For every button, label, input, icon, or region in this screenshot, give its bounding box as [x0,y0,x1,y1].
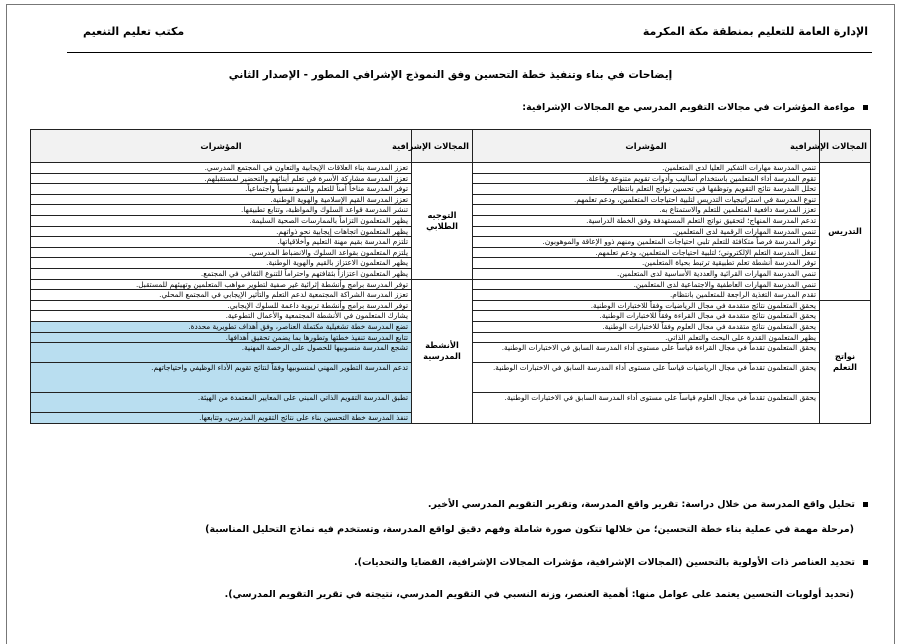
bullet-icon [863,560,868,565]
indicator-cell: توفر المدرسة برامج وأنشطة إثرائية غير صفية لتطوير مواهب المتعلمين وتهيئهم للمستقبل. [31,279,412,290]
indicator-cell: يحقق المتعلمون نتائج متقدمة في مجال العلوم وفقاً للاختبارات الوطنية. [473,321,820,332]
indicator-cell: توفر المدرسة مناخاً آمناً للتعلم والنمو نفسياً واجتماعياً. [31,184,412,195]
domain-learning-outcomes: نواتج التعلم [820,300,871,423]
bullet-icon [863,105,868,110]
bullet-priorities-text: تحديد العناصر ذات الأولوية بالتحسين (المجالات الإشرافية، مؤشرات المجالات الإشرافية، القضايا والتحديات). [354,557,855,568]
indicator-cell: يحقق المتعلمون تقدماً في مجال الرياضيات قياساً على مستوى أداء المدرسة السابق في الاختبارات الوطنية. [473,363,820,393]
indicator-cell: تنمي المدرسة المهارات الرقمية لدى المتعلمين. [473,226,820,237]
domain-teaching: التدريس [820,163,871,301]
header-office: مكتب تعليم التنعيم [83,25,185,38]
indicator-cell-highlighted: تضع المدرسة خطة تشغيلية مكتملة العناصر، وفق أهداف تطويرية محددة. [31,321,412,332]
indicator-cell: تنمي المدرسة مهارات التفكير العليا لدى المتعلمين. [473,163,820,174]
indicator-cell: تعزز المدرسة مشاركة الأسرة في تعلم أبنائهم والتحضير لمستقبلهم. [31,173,412,184]
bullet-priorities [354,557,868,568]
indicator-cell: يشارك المتعلمون في الأنشطة المجتمعية والأعمال التطوعية. [31,311,412,322]
indicator-cell: تنمي المدرسة المهارات العاطفية والاجتماعية لدى المتعلمين. [473,279,820,290]
document-page [6,4,895,644]
indicator-cell: يظهر المتعلمون اعتزازاً بثقافتهم واحتراماً للتنوع الثقافي في المجتمع. [31,268,412,279]
bullet-analysis-text: تحليل واقع المدرسة من خلال دراسة: تقرير واقع المدرسة، وتقرير التقويم المدرسي الأخير. [427,499,855,510]
indicator-cell: تعزز المدرسة دافعية المتعلمين للتعلم والاستمتاع به. [473,205,820,216]
table-row [31,163,871,174]
indicator-cell: يحقق المتعلمون نتائج متقدمة في مجال الرياضيات وفقاً للاختبارات الوطنية. [473,300,820,311]
indicator-cell-highlighted: تطبق المدرسة التقويم الذاتي المبني على المعايير المعتمدة من الهيئة. [31,393,412,413]
bullet-icon [863,502,868,507]
indicator-cell: يحقق المتعلمون نتائج متقدمة في مجال القراءة وفقاً للاختبارات الوطنية. [473,311,820,322]
document-title: إيضاحات في بناء وتنفيذ خطة التحسين وفق النموذج الإشرافي المطور - الإصدار الثاني [228,69,673,81]
indicator-cell: يحقق المتعلمون تقدماً في مجال القراءة قياساً على مستوى أداء المدرسة السابق في الاختبارات الوطنية. [473,343,820,363]
indicator-cell: تلتزم المدرسة بقيم مهنة التعليم وأخلاقياتها. [31,237,412,248]
bullet-alignment [522,102,868,113]
header-organization: الإدارة العامة للتعليم بمنطقة مكة المكرمة [642,25,868,38]
indicator-cell: تعزز المدرسة بناء العلاقات الإيجابية والتعاون في المجتمع المدرسي. [31,163,412,174]
domain-student-guidance: التوجيه الطلابي [412,163,473,280]
table-row [31,279,871,290]
indicator-cell: يظهر المتعلمون الاعتزاز بالقيم والهوية الوطنية. [31,258,412,269]
indicator-cell-highlighted: تنفذ المدرسة خطة التحسين بناء على نتائج التقويم المدرسي، وتتابعها. [31,413,412,424]
indicator-cell: يظهر المتعلمون اتجاهات إيجابية نحو ذواتهم. [31,226,412,237]
table-header-row [31,130,871,163]
domain-school-activities: الأنشطة المدرسية [412,279,473,423]
bullet-alignment-text: مواءمة المؤشرات في مجالات التقويم المدرسي مع المجالات الإشرافية: [522,102,855,113]
indicator-cell: تحلل المدرسة نتائج التقويم وتوظفها في تحسين نواتج التعلم بانتظام. [473,184,820,195]
indicator-cell-highlighted: تدعم المدرسة التطوير المهني لمنسوبيها وفقاً لنتائج تقويم الأداء الوظيفي واحتياجاتهم. [31,363,412,393]
indicator-cell: تنوع المدرسة في استراتيجيات التدريس لتلبية احتياجات المتعلمين، ودعم تعلمهم. [473,194,820,205]
note-analysis: (مرحلة مهمة في عملية بناء خطة التحسين؛ من خلالها تتكون صورة شاملة وفهم دقيق لواقع المدرسة، وتستخدم فيه نماذج التحليل المناسبة) [205,524,854,535]
bullet-analysis [428,499,868,510]
indicator-cell: يحقق المتعلمون تقدماً في مجال العلوم قياساً على مستوى أداء المدرسة السابق في الاختبارات الوطنية. [473,393,820,424]
indicator-cell: يظهر المتعلمون القدرة على البحث والتعلم الذاتي. [473,332,820,343]
indicator-cell: تقدم المدرسة التغذية الراجعة للمتعلمين بانتظام. [473,290,820,301]
header-divider [67,52,872,53]
header-domain-right: المجالات الإشرافية [820,130,871,163]
indicator-cell: تنشر المدرسة قواعد السلوك والمواظبة، وتتابع تطبيقها. [31,205,412,216]
indicator-cell: تعزز المدرسة الشراكة المجتمعية لدعم التعلم والتأثير الإيجابي في المجتمع المحلي. [31,290,412,301]
indicator-cell: توفر المدرسة برامج وأنشطة تربوية داعمة للسلوك الإيجابي. [31,300,412,311]
indicator-cell-highlighted: تتابع المدرسة تنفيذ خطتها وتطورها بما يضمن تحقيق أهدافها. [31,332,412,343]
indicator-cell: توفر المدرسة فرصاً متكافئة للتعلم تلبي احتياجات المتعلمين ومنهم ذوو الإعاقة والموهوبون. [473,237,820,248]
indicator-cell: يظهر المتعلمون التزاماً بالممارسات الصحية السليمة. [31,215,412,226]
indicator-cell: توفر المدرسة أنشطة تعلم تطبيقية ترتبط بحياة المتعلمين. [473,258,820,269]
indicator-cell: يلتزم المتعلمون بقواعد السلوك والانضباط المدرسي. [31,247,412,258]
indicator-cell: تدعم المدرسة المنهاج؛ لتحقيق نواتج التعلم المستهدفة وفق الخطة الدراسية. [473,215,820,226]
indicator-cell: تنمي المدرسة المهارات القرائية والعددية الأساسية لدى المتعلمين. [473,268,820,279]
indicator-cell: تقوم المدرسة أداء المتعلمين باستخدام أساليب وأدوات تقويم متنوعة وفاعلة. [473,173,820,184]
indicator-cell: تفعل المدرسة التعلم الإلكتروني؛ لتلبية احتياجات المتعلمين، ودعم تعلمهم. [473,247,820,258]
indicator-cell: تعزز المدرسة القيم الإسلامية والهوية الوطنية. [31,194,412,205]
indicators-table [30,129,871,424]
indicator-cell-highlighted: تشجع المدرسة منسوبيها للحصول على الرخصة المهنية. [31,343,412,363]
note-priorities: (تحديد أولويات التحسين يعتمد على عوامل منها: أهمية العنصر، وزنه النسبي في التقويم المدرسي، نتيجته في تقرير التقويم المدرسي). [224,589,854,600]
header-indicators-left: المؤشرات [31,130,412,163]
header-indicators-right: المؤشرات [473,130,820,163]
header-domain-left: المجالات الإشرافية [412,130,473,163]
